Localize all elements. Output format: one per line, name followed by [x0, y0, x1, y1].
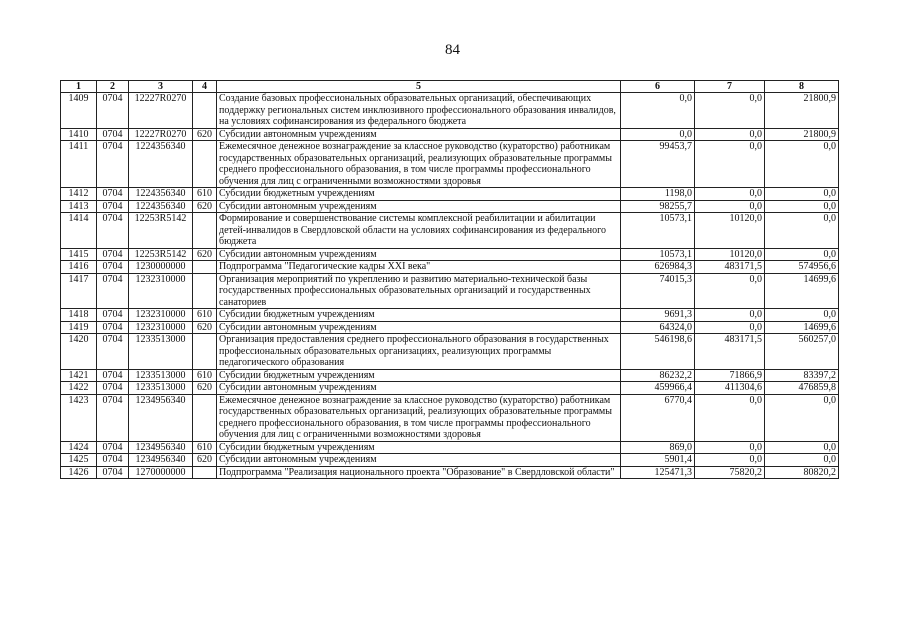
amount-col7-cell: 483171,5: [695, 261, 765, 274]
expense-type-cell: 620: [193, 200, 217, 213]
item-name-cell: Подпрограмма "Реализация национального проекта "Образование" в Свердловской области": [217, 466, 621, 479]
table-row: [61, 93, 839, 129]
section-code-cell: 0704: [97, 200, 129, 213]
section-code-cell: 0704: [97, 454, 129, 467]
row-number-cell: 1410: [61, 128, 97, 141]
amount-col7-cell: 0,0: [695, 394, 765, 441]
table-row: [61, 188, 839, 201]
column-header: 8: [765, 81, 839, 93]
page-number: 84: [445, 42, 460, 58]
table-row: [61, 248, 839, 261]
expense-type-cell: 620: [193, 248, 217, 261]
amount-col8-cell: 0,0: [765, 309, 839, 322]
amount-col7-cell: 411304,6: [695, 382, 765, 395]
item-name-cell: Субсидии автономным учреждениям: [217, 248, 621, 261]
expense-type-cell: [193, 93, 217, 129]
section-code-cell: 0704: [97, 369, 129, 382]
table-row: [61, 334, 839, 370]
column-header: 7: [695, 81, 765, 93]
section-code-cell: 0704: [97, 309, 129, 322]
row-number-cell: 1416: [61, 261, 97, 274]
table-body: [61, 93, 839, 479]
table-row: [61, 200, 839, 213]
amount-col7-cell: 0,0: [695, 141, 765, 188]
target-article-cell: 1234956340: [129, 454, 193, 467]
amount-col7-cell: 0,0: [695, 321, 765, 334]
table-row: [61, 394, 839, 441]
row-number-cell: 1425: [61, 454, 97, 467]
amount-col6-cell: 98255,7: [621, 200, 695, 213]
column-header: 6: [621, 81, 695, 93]
amount-col8-cell: 80820,2: [765, 466, 839, 479]
table-row: [61, 369, 839, 382]
target-article-cell: 1233513000: [129, 369, 193, 382]
target-article-cell: 1224356340: [129, 141, 193, 188]
amount-col8-cell: 14699,6: [765, 321, 839, 334]
row-number-cell: 1411: [61, 141, 97, 188]
amount-col6-cell: 125471,3: [621, 466, 695, 479]
target-article-cell: 12227R0270: [129, 128, 193, 141]
amount-col6-cell: 5901,4: [621, 454, 695, 467]
row-number-cell: 1415: [61, 248, 97, 261]
amount-col7-cell: 0,0: [695, 441, 765, 454]
target-article-cell: 1224356340: [129, 188, 193, 201]
expense-type-cell: 620: [193, 128, 217, 141]
row-number-cell: 1420: [61, 334, 97, 370]
item-name-cell: Субсидии автономным учреждениям: [217, 321, 621, 334]
row-number-cell: 1422: [61, 382, 97, 395]
target-article-cell: 1234956340: [129, 394, 193, 441]
expense-type-cell: [193, 334, 217, 370]
item-name-cell: Субсидии бюджетным учреждениям: [217, 188, 621, 201]
section-code-cell: 0704: [97, 141, 129, 188]
column-header: 1: [61, 81, 97, 93]
budget-table: [60, 80, 839, 479]
amount-col8-cell: 14699,6: [765, 273, 839, 309]
amount-col6-cell: 546198,6: [621, 334, 695, 370]
amount-col8-cell: 83397,2: [765, 369, 839, 382]
column-header: 3: [129, 81, 193, 93]
amount-col8-cell: 21800,9: [765, 93, 839, 129]
row-number-cell: 1423: [61, 394, 97, 441]
expense-type-cell: 610: [193, 309, 217, 322]
expense-type-cell: 620: [193, 382, 217, 395]
target-article-cell: 1224356340: [129, 200, 193, 213]
item-name-cell: Субсидии автономным учреждениям: [217, 200, 621, 213]
target-article-cell: 12227R0270: [129, 93, 193, 129]
section-code-cell: 0704: [97, 261, 129, 274]
amount-col6-cell: 0,0: [621, 128, 695, 141]
amount-col8-cell: 0,0: [765, 188, 839, 201]
target-article-cell: 1232310000: [129, 321, 193, 334]
row-number-cell: 1413: [61, 200, 97, 213]
amount-col7-cell: 10120,0: [695, 248, 765, 261]
section-code-cell: 0704: [97, 188, 129, 201]
section-code-cell: 0704: [97, 321, 129, 334]
amount-col7-cell: 483171,5: [695, 334, 765, 370]
amount-col7-cell: 10120,0: [695, 213, 765, 249]
row-number-cell: 1409: [61, 93, 97, 129]
amount-col8-cell: 0,0: [765, 248, 839, 261]
column-header: 5: [217, 81, 621, 93]
item-name-cell: Ежемесячное денежное вознаграждение за классное руководство (кураторство) работникам государственных образовательных организаций, реализующих образовательные программы среднего профессионального образования, в том числе программы профессионального обучения для лиц с ограниченными возможностями здоровья: [217, 141, 621, 188]
expense-type-cell: [193, 394, 217, 441]
amount-col6-cell: 869,0: [621, 441, 695, 454]
expense-type-cell: 620: [193, 321, 217, 334]
item-name-cell: Подпрограмма "Педагогические кадры XXI века": [217, 261, 621, 274]
amount-col8-cell: 0,0: [765, 200, 839, 213]
row-number-cell: 1417: [61, 273, 97, 309]
item-name-cell: Субсидии бюджетным учреждениям: [217, 369, 621, 382]
item-name-cell: Субсидии автономным учреждениям: [217, 454, 621, 467]
section-code-cell: 0704: [97, 273, 129, 309]
item-name-cell: Субсидии бюджетным учреждениям: [217, 309, 621, 322]
expense-type-cell: [193, 213, 217, 249]
amount-col6-cell: 6770,4: [621, 394, 695, 441]
amount-col6-cell: 10573,1: [621, 248, 695, 261]
section-code-cell: 0704: [97, 334, 129, 370]
amount-col6-cell: 1198,0: [621, 188, 695, 201]
row-number-cell: 1419: [61, 321, 97, 334]
expense-type-cell: [193, 261, 217, 274]
expense-type-cell: 610: [193, 188, 217, 201]
amount-col8-cell: 0,0: [765, 441, 839, 454]
expense-type-cell: [193, 466, 217, 479]
expense-type-cell: [193, 141, 217, 188]
item-name-cell: Ежемесячное денежное вознаграждение за классное руководство (кураторство) работникам государственных образовательных организаций, реализующих образовательные программы среднего профессионального образования, в том числе программы профессионального обучения для лиц с ограниченными возможностями здоровья: [217, 394, 621, 441]
table-row: [61, 213, 839, 249]
table-header-row: [61, 81, 839, 93]
table-row: [61, 273, 839, 309]
amount-col7-cell: 0,0: [695, 128, 765, 141]
section-code-cell: 0704: [97, 382, 129, 395]
target-article-cell: 1233513000: [129, 334, 193, 370]
table-row: [61, 382, 839, 395]
section-code-cell: 0704: [97, 248, 129, 261]
item-name-cell: Организация мероприятий по укреплению и развитию материально-технической базы государственных профессиональных образовательных организаций и государственных санаториев: [217, 273, 621, 309]
amount-col8-cell: 0,0: [765, 213, 839, 249]
amount-col7-cell: 75820,2: [695, 466, 765, 479]
table-row: [61, 261, 839, 274]
column-header: 2: [97, 81, 129, 93]
column-header: 4: [193, 81, 217, 93]
expense-type-cell: 620: [193, 454, 217, 467]
amount-col7-cell: 0,0: [695, 93, 765, 129]
amount-col6-cell: 10573,1: [621, 213, 695, 249]
target-article-cell: 1232310000: [129, 273, 193, 309]
table-row: [61, 128, 839, 141]
section-code-cell: 0704: [97, 394, 129, 441]
amount-col8-cell: 476859,8: [765, 382, 839, 395]
amount-col8-cell: 574956,6: [765, 261, 839, 274]
table-row: [61, 321, 839, 334]
item-name-cell: Субсидии автономным учреждениям: [217, 128, 621, 141]
item-name-cell: Формирование и совершенствование системы комплексной реабилитации и абилитации детей-инвалидов в Свердловской области на условиях софинансирования из федерального бюджета: [217, 213, 621, 249]
amount-col8-cell: 0,0: [765, 454, 839, 467]
section-code-cell: 0704: [97, 466, 129, 479]
item-name-cell: Субсидии автономным учреждениям: [217, 382, 621, 395]
section-code-cell: 0704: [97, 441, 129, 454]
table-row: [61, 454, 839, 467]
target-article-cell: 12253R5142: [129, 248, 193, 261]
table-row: [61, 309, 839, 322]
amount-col6-cell: 0,0: [621, 93, 695, 129]
amount-col7-cell: 0,0: [695, 200, 765, 213]
row-number-cell: 1421: [61, 369, 97, 382]
amount-col6-cell: 459966,4: [621, 382, 695, 395]
amount-col8-cell: 21800,9: [765, 128, 839, 141]
item-name-cell: Создание базовых профессиональных образовательных организаций, обеспечивающих поддержку региональных систем инклюзивного профессионального образования инвалидов, на условиях софинансирования из федерального бюджета: [217, 93, 621, 129]
amount-col6-cell: 626984,3: [621, 261, 695, 274]
amount-col6-cell: 9691,3: [621, 309, 695, 322]
amount-col7-cell: 0,0: [695, 309, 765, 322]
row-number-cell: 1412: [61, 188, 97, 201]
amount-col7-cell: 71866,9: [695, 369, 765, 382]
row-number-cell: 1418: [61, 309, 97, 322]
section-code-cell: 0704: [97, 93, 129, 129]
expense-type-cell: [193, 273, 217, 309]
target-article-cell: 12253R5142: [129, 213, 193, 249]
item-name-cell: Организация предоставления среднего профессионального образования в государственных профессиональных образовательных организациях, реализующих программы педагогического образования: [217, 334, 621, 370]
amount-col6-cell: 86232,2: [621, 369, 695, 382]
section-code-cell: 0704: [97, 213, 129, 249]
section-code-cell: 0704: [97, 128, 129, 141]
amount-col8-cell: 0,0: [765, 141, 839, 188]
amount-col8-cell: 560257,0: [765, 334, 839, 370]
amount-col6-cell: 99453,7: [621, 141, 695, 188]
amount-col7-cell: 0,0: [695, 454, 765, 467]
table-row: [61, 441, 839, 454]
target-article-cell: 1232310000: [129, 309, 193, 322]
target-article-cell: 1233513000: [129, 382, 193, 395]
target-article-cell: 1234956340: [129, 441, 193, 454]
amount-col7-cell: 0,0: [695, 188, 765, 201]
target-article-cell: 1270000000: [129, 466, 193, 479]
amount-col6-cell: 64324,0: [621, 321, 695, 334]
item-name-cell: Субсидии бюджетным учреждениям: [217, 441, 621, 454]
expense-type-cell: 610: [193, 441, 217, 454]
row-number-cell: 1414: [61, 213, 97, 249]
amount-col6-cell: 74015,3: [621, 273, 695, 309]
target-article-cell: 1230000000: [129, 261, 193, 274]
expense-type-cell: 610: [193, 369, 217, 382]
table-row: [61, 466, 839, 479]
amount-col7-cell: 0,0: [695, 273, 765, 309]
row-number-cell: 1424: [61, 441, 97, 454]
amount-col8-cell: 0,0: [765, 394, 839, 441]
row-number-cell: 1426: [61, 466, 97, 479]
table-row: [61, 141, 839, 188]
